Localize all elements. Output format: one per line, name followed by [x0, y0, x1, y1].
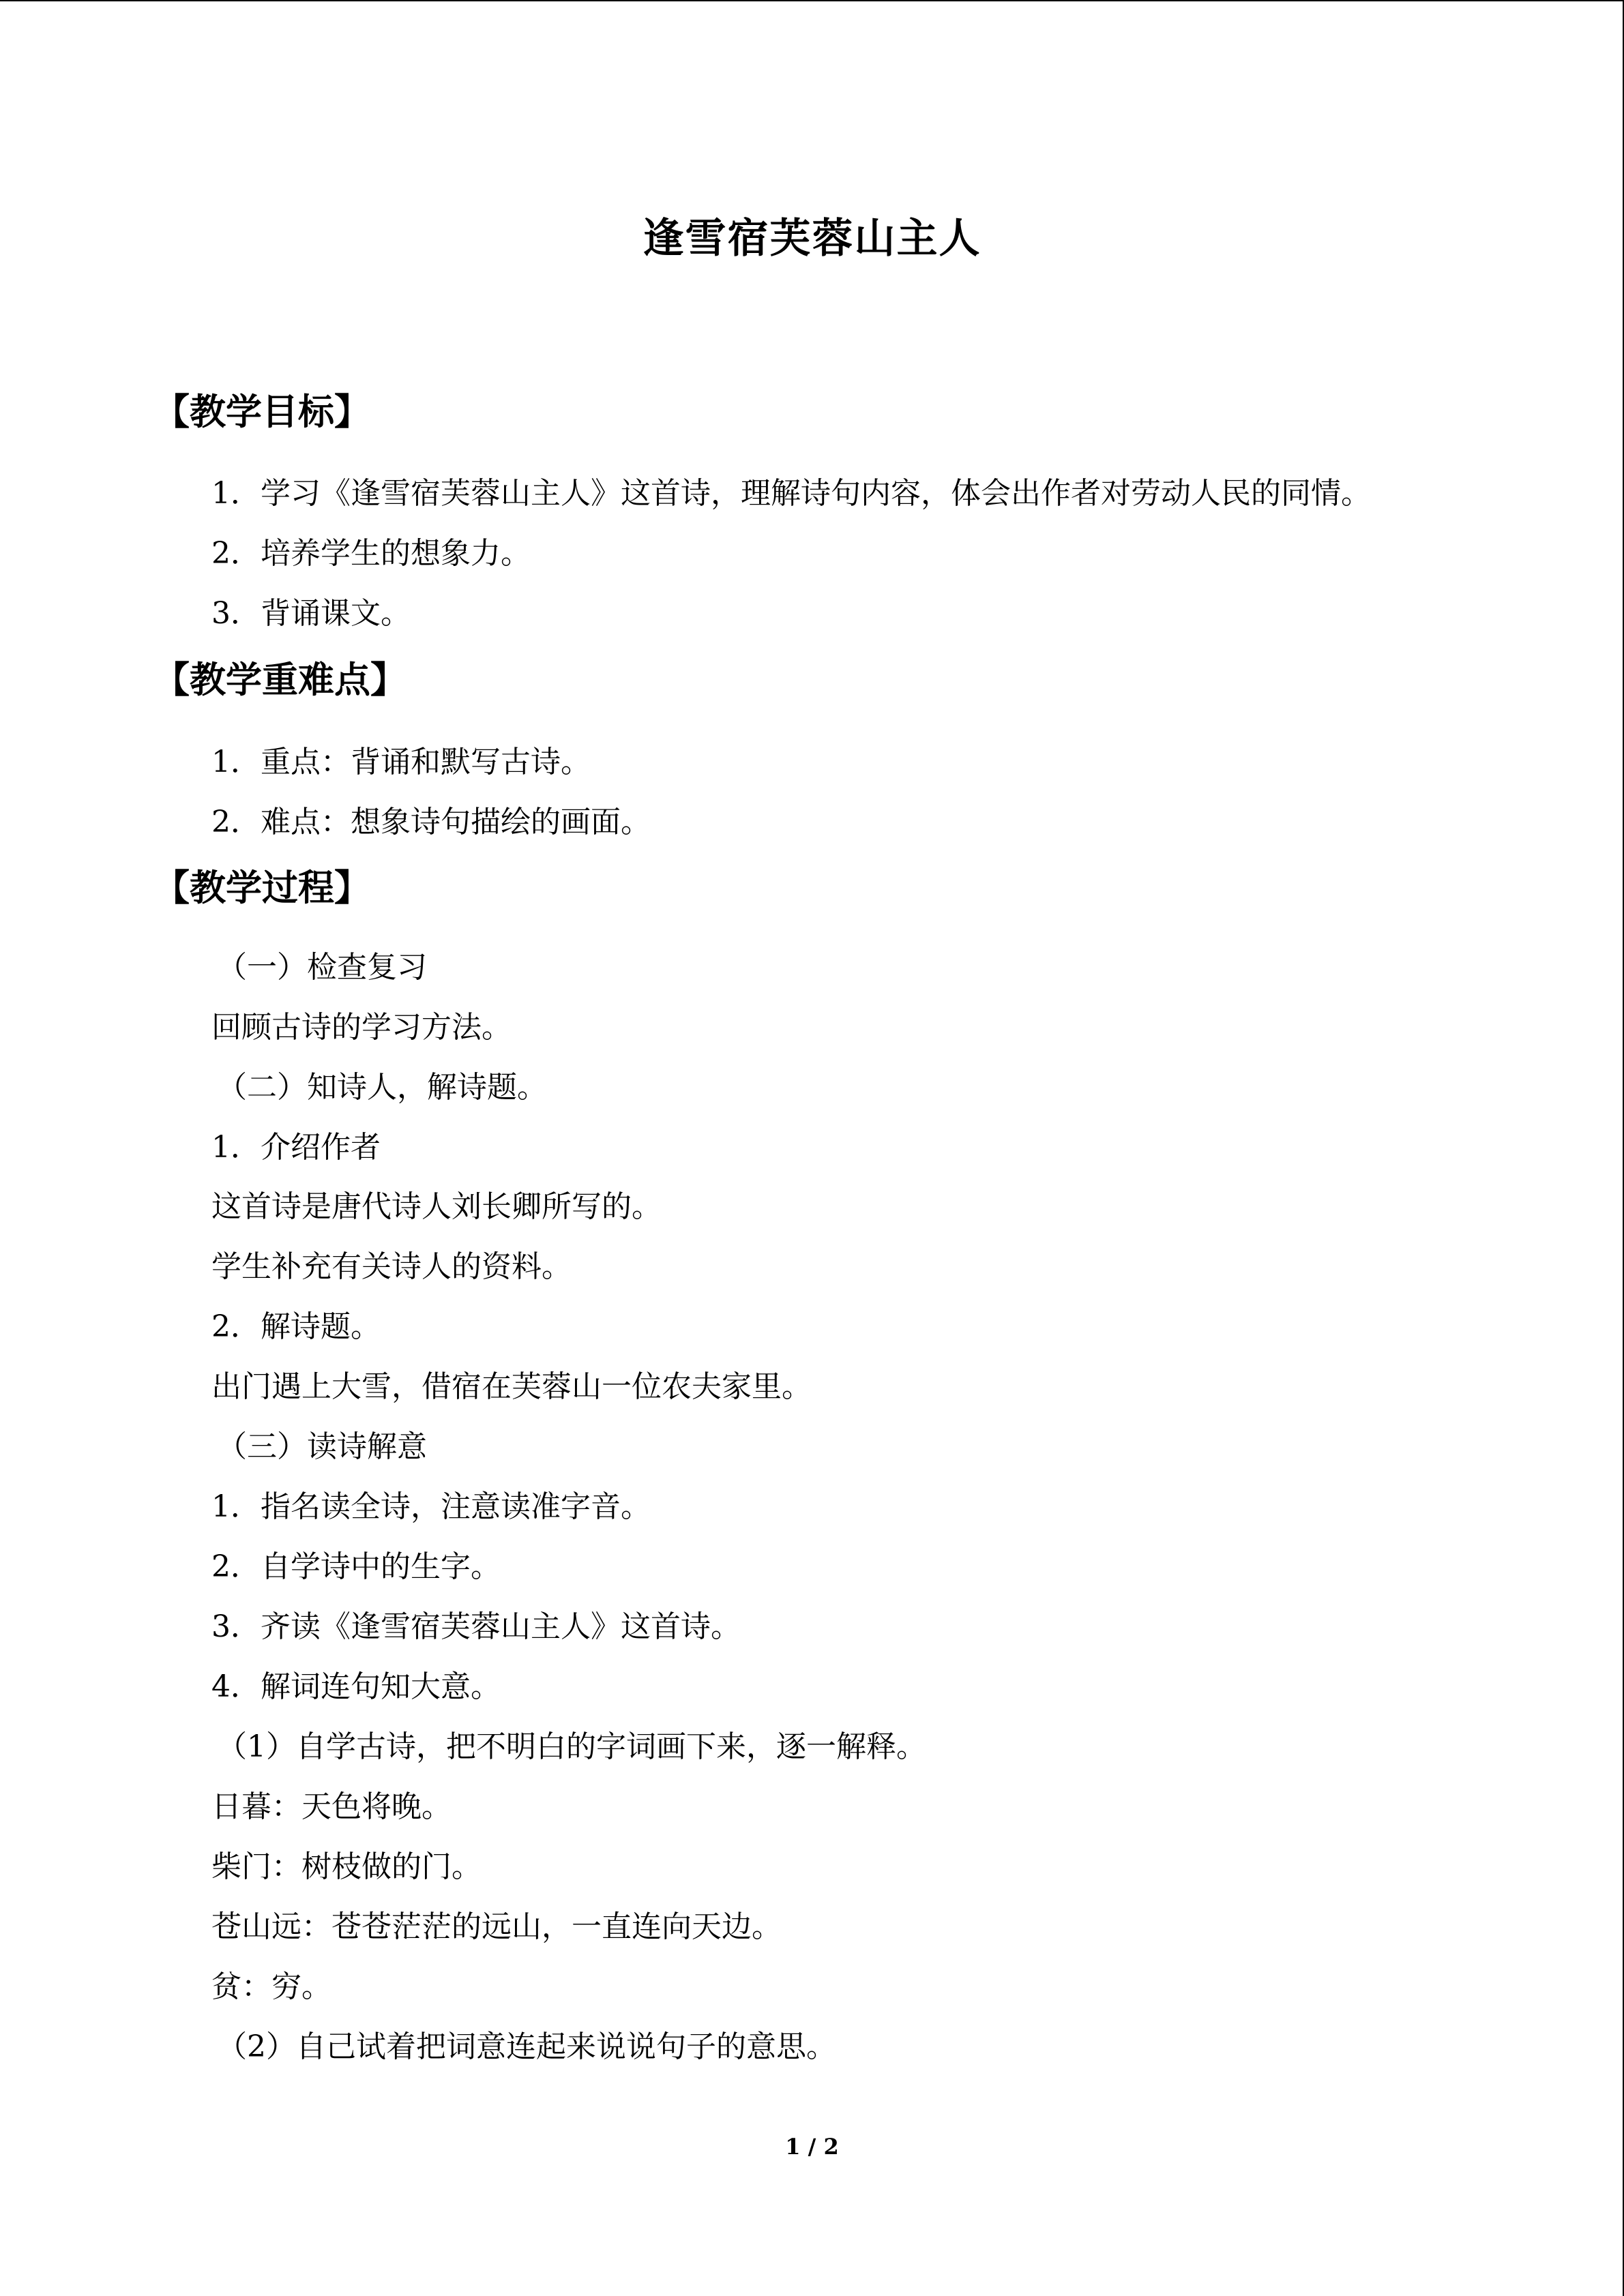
- process-line: 出门遇上大雪，借宿在芙蓉山一位农夫家里。: [211, 1369, 812, 1404]
- process-line: 2．解诗题。: [211, 1309, 381, 1344]
- section-heading-goals: 【教学目标】: [153, 391, 370, 433]
- process-line: （2）自己试着把词意连起来说说句子的意思。: [217, 2029, 836, 2064]
- process-line: 1．指名读全诗，注意读准字音。: [211, 1489, 651, 1524]
- goal-item: 2．培养学生的想象力。: [211, 536, 531, 571]
- process-line: 1．介绍作者: [211, 1130, 381, 1165]
- process-line: 贫：穷。: [211, 1969, 331, 2004]
- process-line: 回顾古诗的学习方法。: [211, 1010, 512, 1045]
- page-title: 逢雪宿芙蓉山主人: [643, 215, 981, 263]
- process-line: 3．齐读《逢雪宿芙蓉山主人》这首诗。: [211, 1609, 741, 1644]
- page-number: 1 / 2: [785, 2134, 839, 2160]
- process-line: （一）检查复习: [217, 950, 427, 985]
- key-point-item: 2．难点：想象诗句描绘的画面。: [211, 805, 651, 839]
- process-line: （1）自学古诗，把不明白的字词画下来，逐一解释。: [217, 1729, 926, 1764]
- process-line: 2．自学诗中的生字。: [211, 1549, 501, 1584]
- goal-item: 1．学习《逢雪宿芙蓉山主人》这首诗，理解诗句内容，体会出作者对劳动人民的同情。: [211, 476, 1371, 511]
- key-point-item: 1．重点：背诵和默写古诗。: [211, 745, 591, 779]
- process-line: 柴门：树枝做的门。: [211, 1849, 482, 1884]
- process-line: 这首诗是唐代诗人刘长卿所写的。: [211, 1189, 662, 1224]
- section-heading-key-points: 【教学重难点】: [153, 659, 407, 701]
- process-line: 4．解词连句知大意。: [211, 1669, 501, 1704]
- process-line: （二）知诗人，解诗题。: [217, 1070, 547, 1105]
- process-line: 日暮：天色将晚。: [211, 1789, 452, 1824]
- goal-item: 3．背诵课文。: [211, 596, 411, 631]
- process-line: （三）读诗解意: [217, 1429, 427, 1464]
- process-line: 学生补充有关诗人的资料。: [211, 1249, 572, 1284]
- section-heading-process: 【教学过程】: [153, 867, 370, 909]
- process-line: 苍山远：苍苍茫茫的远山，一直连向天边。: [211, 1909, 782, 1944]
